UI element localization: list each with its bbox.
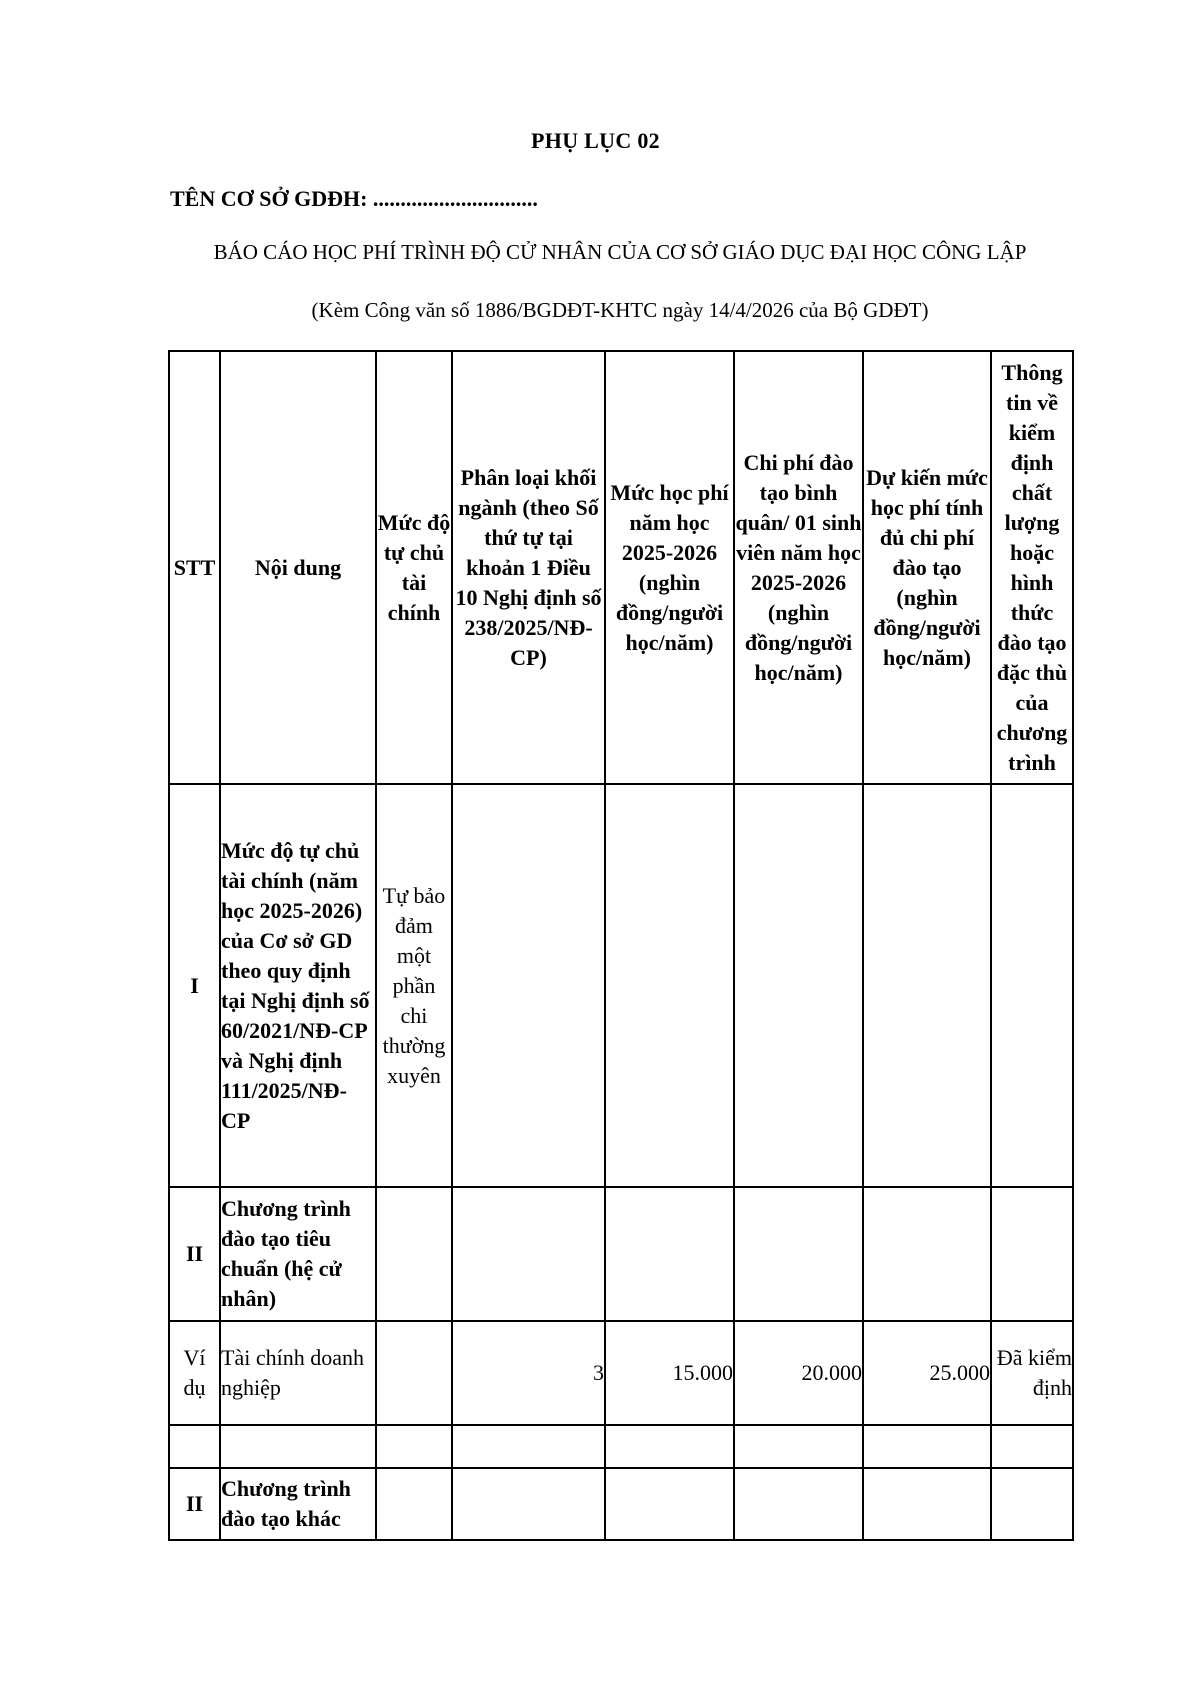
cell-stt: II	[169, 1187, 220, 1321]
cell-cost	[734, 1468, 863, 1540]
institution-name: TÊN CƠ SỞ GDĐH: ..............................	[170, 186, 538, 211]
cell-full-fee: 25.000	[863, 1321, 991, 1425]
cell-category: 3	[452, 1321, 605, 1425]
cell-cost	[734, 784, 863, 1187]
tuition-fee-table	[168, 350, 1074, 1541]
column-header-content: Nội dung	[220, 351, 376, 784]
cell-autonomy: Tự bảo đảm một phần chi thường xuyên	[376, 784, 452, 1187]
cell-autonomy	[376, 1321, 452, 1425]
cell-stt: Ví dụ	[169, 1321, 220, 1425]
cell-cost: 20.000	[734, 1321, 863, 1425]
cell-full-fee	[863, 784, 991, 1187]
cell-full-fee	[863, 1187, 991, 1321]
cell-accreditation	[991, 1425, 1073, 1468]
cell-full-fee	[863, 1425, 991, 1468]
cell-cost	[734, 1425, 863, 1468]
cell-fee	[605, 1468, 734, 1540]
cell-fee	[605, 1425, 734, 1468]
column-header-accreditation: Thông tin về kiểm định chất lượng hoặc hình thức đào tạo đặc thù của chương trình	[991, 351, 1073, 784]
column-header-fee: Mức học phí năm học 2025-2026 (nghìn đồng/người học/năm)	[605, 351, 734, 784]
cell-content: Chương trình đào tạo khác	[220, 1468, 376, 1540]
cell-accreditation	[991, 784, 1073, 1187]
cell-fee	[605, 784, 734, 1187]
column-header-autonomy: Mức độ tự chủ tài chính	[376, 351, 452, 784]
appendix-title: PHỤ LỤC 02	[531, 128, 660, 153]
table-row	[169, 784, 1073, 1187]
cell-stt	[169, 1425, 220, 1468]
cell-accreditation: Đã kiểm định	[991, 1321, 1073, 1425]
cell-stt: I	[169, 784, 220, 1187]
cell-fee: 15.000	[605, 1321, 734, 1425]
column-header-category: Phân loại khối ngành (theo Số thứ tự tại khoản 1 Điều 10 Nghị định số 238/2025/NĐ-CP)	[452, 351, 605, 784]
cell-content: Tài chính doanh nghiệp	[220, 1321, 376, 1425]
table-row	[169, 1321, 1073, 1425]
cell-category	[452, 1468, 605, 1540]
cell-category	[452, 784, 605, 1187]
cell-accreditation	[991, 1468, 1073, 1540]
cell-accreditation	[991, 1187, 1073, 1321]
cell-autonomy	[376, 1468, 452, 1540]
cell-fee	[605, 1187, 734, 1321]
report-reference: (Kèm Công văn số 1886/BGDĐT-KHTC ngày 14/4/2026 của Bộ GDĐT)	[311, 298, 929, 322]
cell-autonomy	[376, 1425, 452, 1468]
cell-content: Chương trình đào tạo tiêu chuẩn (hệ cử nhân)	[220, 1187, 376, 1321]
column-header-full-fee: Dự kiến mức học phí tính đủ chi phí đào tạo (nghìn đồng/người học/năm)	[863, 351, 991, 784]
table-row	[169, 1425, 1073, 1468]
cell-cost	[734, 1187, 863, 1321]
table-row	[169, 1468, 1073, 1540]
report-title: BÁO CÁO HỌC PHÍ TRÌNH ĐỘ CỬ NHÂN CỦA CƠ SỞ GIÁO DỤC ĐẠI HỌC CÔNG LẬP	[213, 240, 1027, 264]
column-header-stt: STT	[169, 351, 220, 784]
cell-category	[452, 1187, 605, 1321]
cell-stt: II	[169, 1468, 220, 1540]
cell-content	[220, 1425, 376, 1468]
cell-full-fee	[863, 1468, 991, 1540]
cell-category	[452, 1425, 605, 1468]
cell-content: Mức độ tự chủ tài chính (năm học 2025-2026) của Cơ sở GD theo quy định tại Nghị định số 60/2021/NĐ-CP và Nghị định 111/2025/NĐ-CP	[220, 784, 376, 1187]
table-header-row	[169, 351, 1073, 784]
cell-autonomy	[376, 1187, 452, 1321]
table-row	[169, 1187, 1073, 1321]
column-header-cost: Chi phí đào tạo bình quân/ 01 sinh viên năm học 2025-2026 (nghìn đồng/người học/năm)	[734, 351, 863, 784]
